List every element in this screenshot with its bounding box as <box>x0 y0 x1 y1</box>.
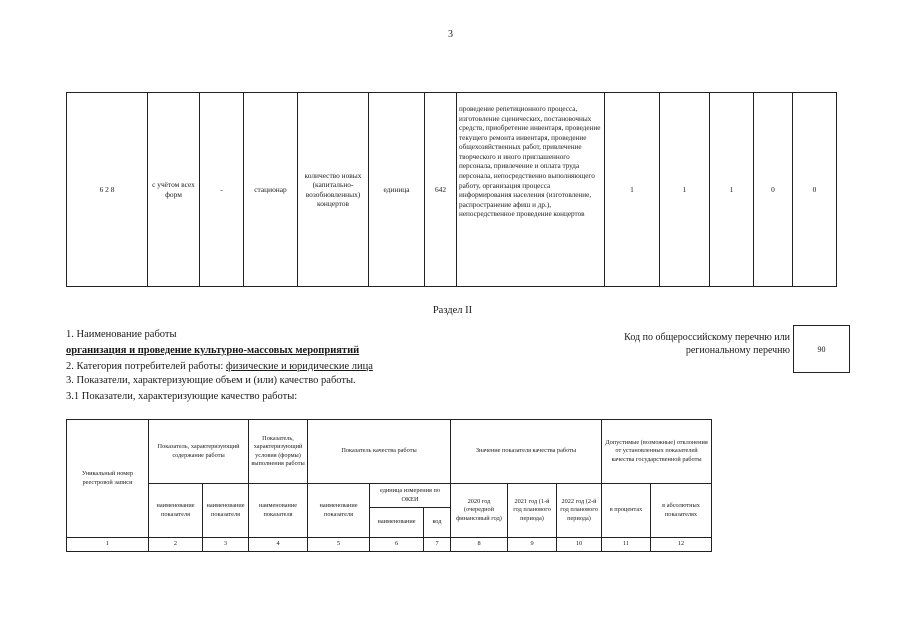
table-cell: - <box>200 93 244 287</box>
header-conditions: Показатель, характеризующий условия (формы) выполнения работы <box>249 420 308 484</box>
header-year-2020: 2020 год (очередной финансовый год) <box>451 484 508 538</box>
table-cell: количество новых (капитально-возобновленных) концертов <box>298 93 369 287</box>
table-header-row <box>67 420 712 484</box>
code-value: 90 <box>817 344 826 354</box>
header-year-2021: 2021 год (1-й год планового периода) <box>508 484 557 538</box>
section-title: Раздел II <box>432 305 473 316</box>
header-content: Показатель, характеризующий содержание работы <box>149 420 249 484</box>
column-number: 8 <box>451 538 508 552</box>
column-number: 4 <box>249 538 308 552</box>
table-cell: единица <box>369 93 425 287</box>
header-indicator-name: наименование показателя <box>149 484 203 538</box>
header-quality: Показатель качества работы <box>308 420 451 484</box>
table-cell: 0 <box>793 93 837 287</box>
column-number: 1 <box>67 538 149 552</box>
column-number: 10 <box>557 538 602 552</box>
column-number: 6 <box>370 538 424 552</box>
table-header-row <box>67 484 712 508</box>
table-row <box>67 93 837 287</box>
page-number: 3 <box>448 29 453 40</box>
header-absolute: в абсолютных показателях <box>651 484 712 538</box>
table-cell: стационар <box>244 93 298 287</box>
consumer-category-value: физические и юридические лица <box>225 361 373 372</box>
table-cell: 1 <box>605 93 660 287</box>
column-number: 2 <box>149 538 203 552</box>
work-name-label: 1. Наименование работы <box>66 329 177 340</box>
header-indicator-name: наименование показателя <box>249 484 308 538</box>
header-percent: в процентах <box>602 484 651 538</box>
column-number: 3 <box>203 538 249 552</box>
header-values: Значение показателя качества работы <box>451 420 602 484</box>
work-volume-table <box>66 92 837 287</box>
table-cell: с учётом всех форм <box>148 93 200 287</box>
table-row-column-numbers <box>67 538 712 552</box>
quality-indicators-label: 3.1 Показатели, характеризующие <box>66 391 221 402</box>
header-unit-code: код <box>424 508 451 538</box>
work-name-value: организация и проведение культурно-массовых мероприятий <box>66 345 360 356</box>
column-number: 5 <box>308 538 370 552</box>
header-indicator-name: наименование показателя <box>203 484 249 538</box>
header-unit: единица измерения по ОКЕИ <box>370 484 451 508</box>
header-deviation: Допустимые (возможные) отклонения от установленных показателей качества государственной работы <box>602 420 712 484</box>
quality-indicators-table <box>66 419 712 552</box>
column-number: 12 <box>651 538 712 552</box>
header-indicator-name: наименование показателя <box>308 484 370 538</box>
column-number: 7 <box>424 538 451 552</box>
table-cell: 642 <box>425 93 457 287</box>
consumer-category <box>66 361 373 372</box>
indicators-heading: 3. Показатели, характеризующие объем и (или) качество работы. <box>66 375 356 386</box>
column-number: 11 <box>602 538 651 552</box>
column-number: 9 <box>508 538 557 552</box>
table-cell: 1 <box>710 93 754 287</box>
consumer-category-label: 2. Категория потребителей работы: <box>66 361 226 372</box>
code-box <box>793 325 850 373</box>
table-cell: 1 <box>660 93 710 287</box>
quality-indicators-heading <box>66 391 297 402</box>
quality-indicators-value: качество работы: <box>220 391 298 402</box>
table-cell: 0 <box>754 93 793 287</box>
header-year-2022: 2022 год (2-й год планового периода) <box>557 484 602 538</box>
header-unit-name: наименование <box>370 508 424 538</box>
code-label: Код по общероссийскому перечню или региональному перечню <box>624 332 790 357</box>
table-cell: 6 2 8 <box>67 93 148 287</box>
table-cell-description: проведение репетиционного процесса, изготовление сценических, постановочных средств, приобретение инвентаря, проведение текущего ремонта инвентаря, проведение общехозяйственных работ, привлечение творческого и иного приглашенного персонала, привлечение и оплата труда персонала, непосредственно выполняющего работу, организация процесса информирования населения (изготовление, распространение афиш и др.), непосредственное проведение концертов <box>457 93 605 287</box>
header-unique-number: Уникальный номер реестровой записи <box>67 420 149 538</box>
